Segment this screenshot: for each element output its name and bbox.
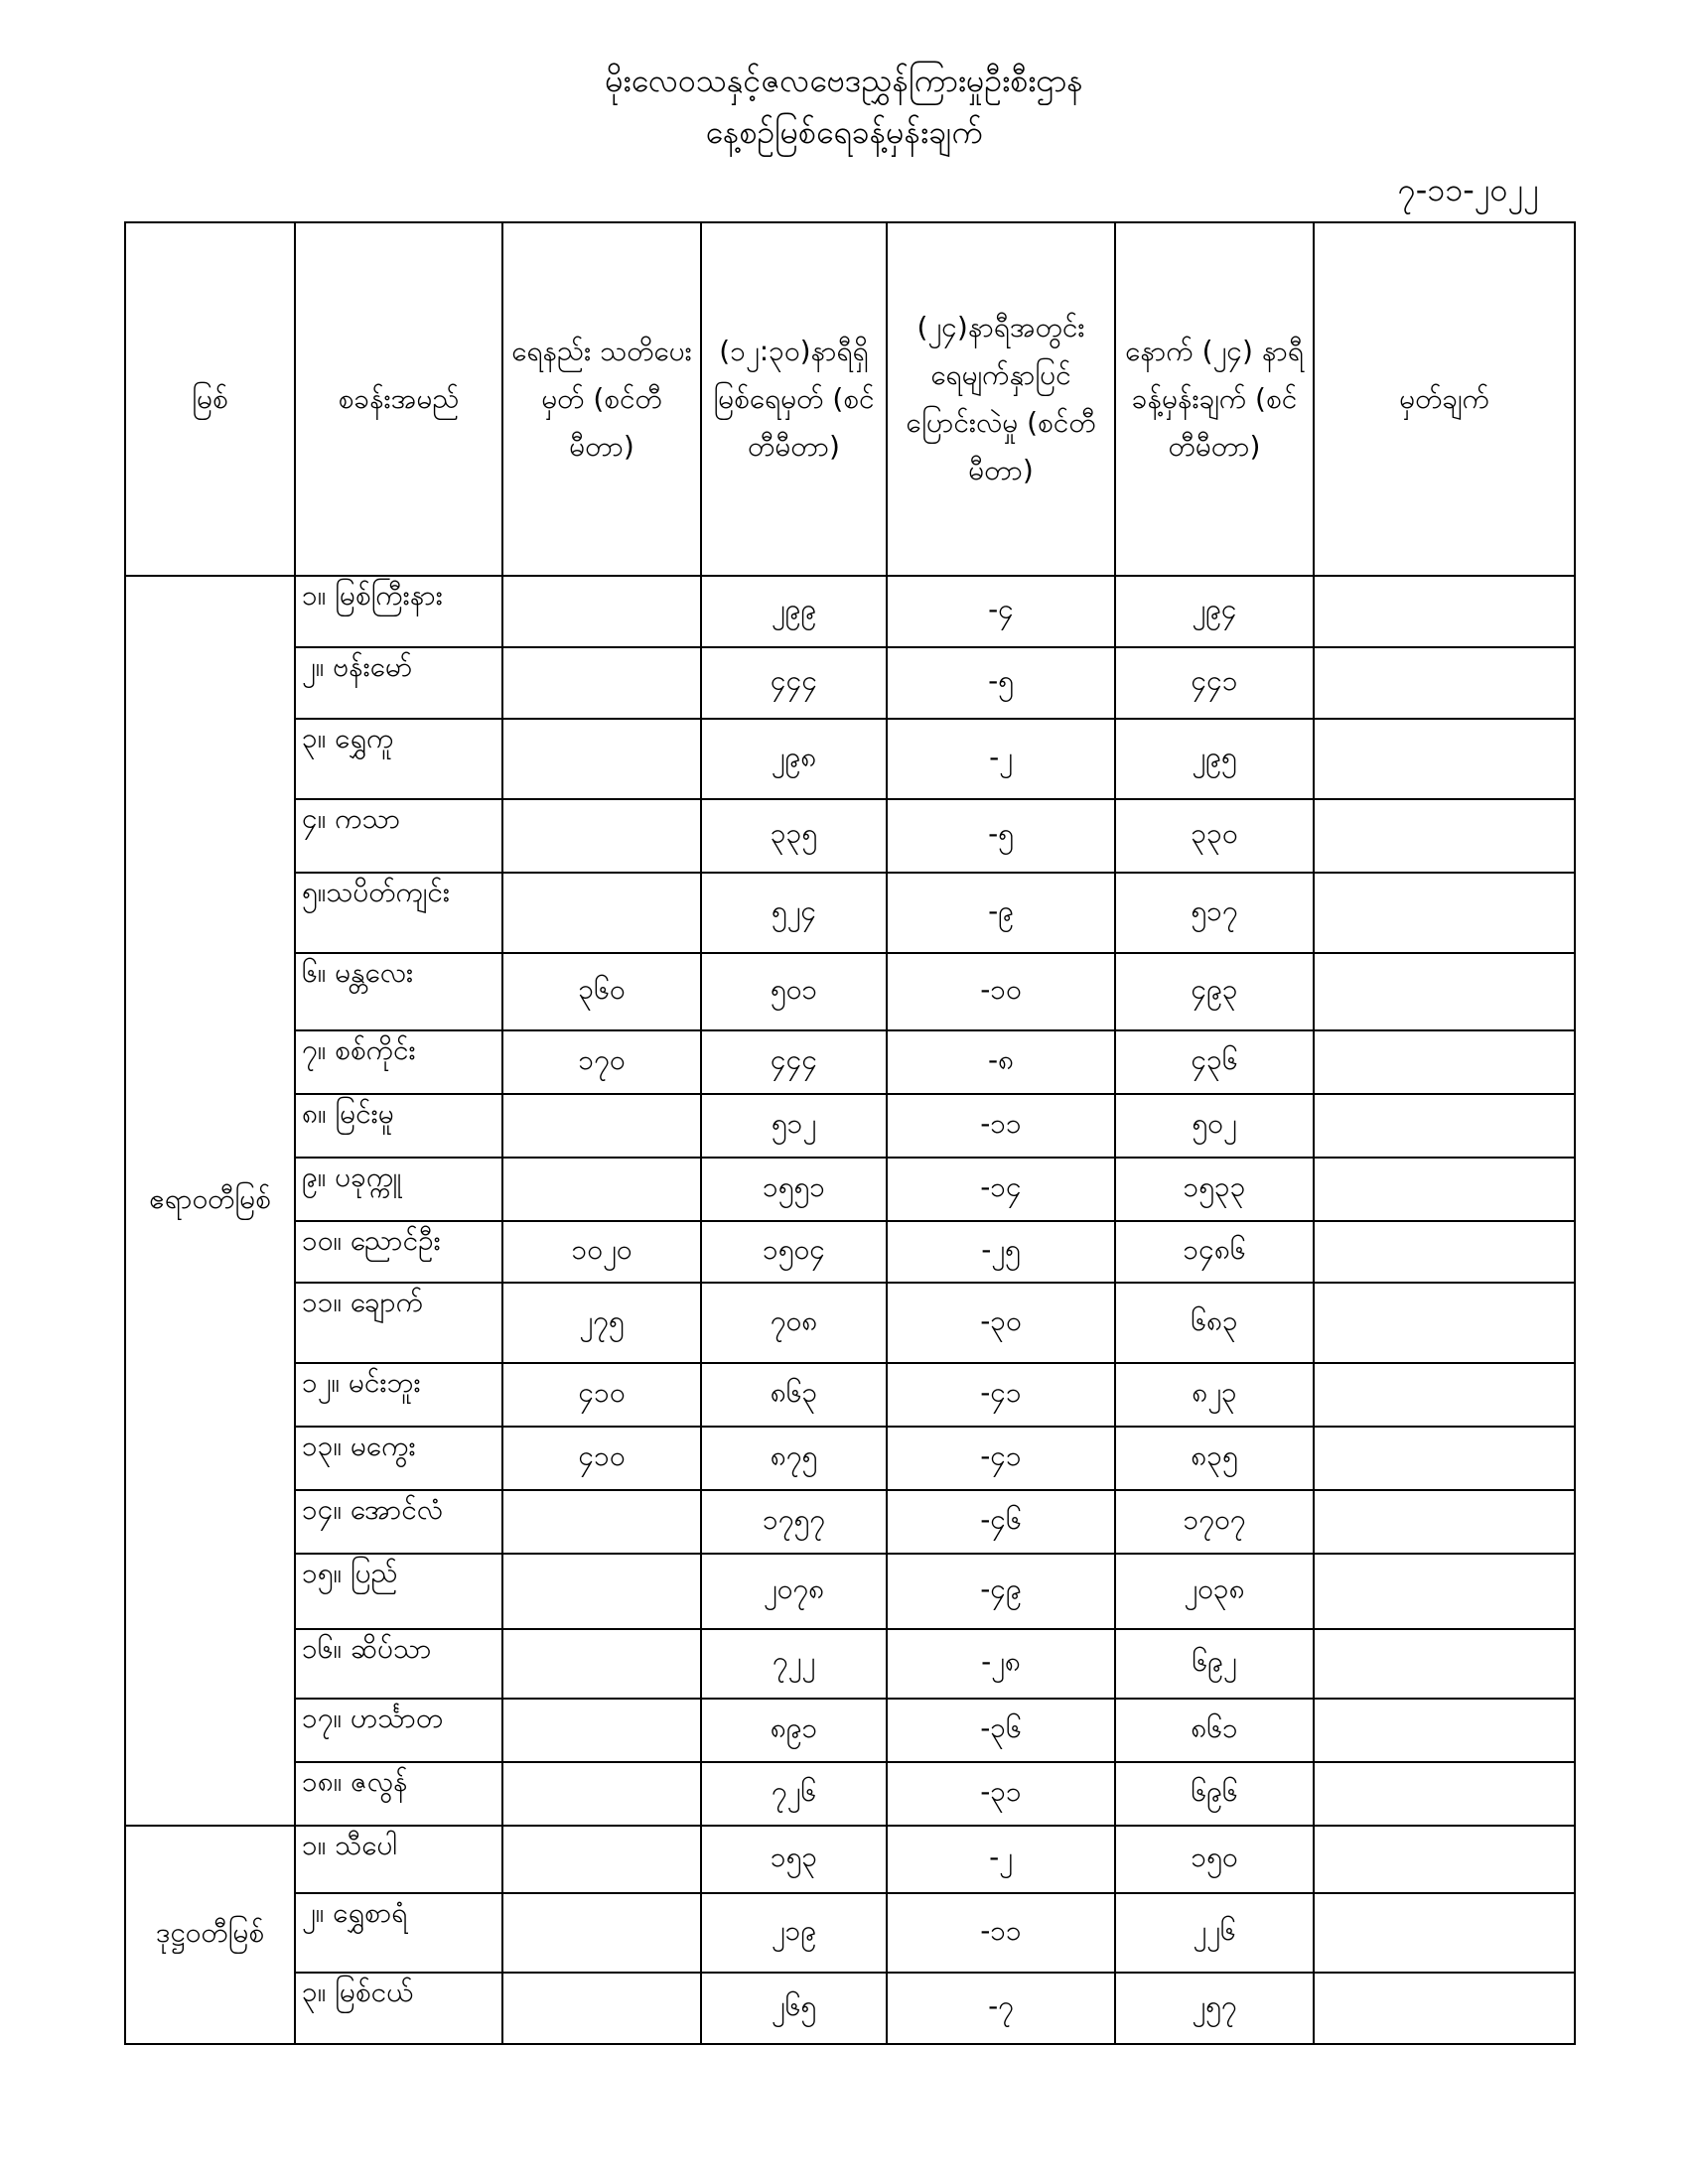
warning-level-cell: ၄၁၀ <box>502 1363 701 1427</box>
forecast-cell: ၁၅၃၃ <box>1115 1158 1314 1221</box>
water-level-cell: ၄၄၄ <box>701 647 887 719</box>
water-level-cell: ၂၁၉ <box>701 1893 887 1973</box>
table-row <box>125 1554 1575 1629</box>
warning-level-cell <box>502 1094 701 1158</box>
table-row <box>125 799 1575 873</box>
warning-level-cell <box>502 1973 701 2044</box>
water-level-cell: ၇၂၆ <box>701 1762 887 1826</box>
water-level-cell: ၂၉၉ <box>701 576 887 647</box>
table-row <box>125 1283 1575 1363</box>
station-name-cell: ၅။သပိတ်ကျင်း <box>295 873 502 953</box>
title-line1: မိုးလေဝသနှင့်ဇလဗေဒညွှန်ကြားမှုဦးစီးဌာန <box>605 62 1083 99</box>
water-level-cell: ၃၃၅ <box>701 799 887 873</box>
table-row <box>125 1762 1575 1826</box>
remark-cell <box>1314 953 1575 1030</box>
remark-cell <box>1314 1094 1575 1158</box>
station-name-cell: ၉။ ပခုက္ကူ <box>295 1158 502 1221</box>
forecast-cell: ၈၂၃ <box>1115 1363 1314 1427</box>
level-change-cell: -၃၀ <box>887 1283 1115 1363</box>
remark-cell <box>1314 1826 1575 1893</box>
level-change-cell: -၁၁ <box>887 1094 1115 1158</box>
forecast-cell: ၂၅၇ <box>1115 1973 1314 2044</box>
forecast-cell: ၅၁၇ <box>1115 873 1314 953</box>
level-change-cell: -၅ <box>887 799 1115 873</box>
title-line2: နေ့စဉ်မြစ်ရေခန့်မှန်းချက် <box>705 113 983 151</box>
table-row <box>125 1699 1575 1762</box>
forecast-cell: ၂၀၃၈ <box>1115 1554 1314 1629</box>
station-name-cell: ၁၇။ ဟင်္သာတ <box>295 1699 502 1762</box>
water-level-cell: ၄၄၄ <box>701 1030 887 1094</box>
forecast-cell: ၈၃၅ <box>1115 1427 1314 1490</box>
remark-cell <box>1314 1283 1575 1363</box>
remark-cell <box>1314 1221 1575 1283</box>
forecast-cell: ၆၉၆ <box>1115 1762 1314 1826</box>
level-change-cell: -၂၈ <box>887 1629 1115 1699</box>
station-name-cell: ၁၄။ အောင်လံ <box>295 1490 502 1554</box>
column-header-water-level: (၁၂:၃၀)နာရီရှိ မြစ်ရေမှတ် (စင်တီမီတာ) <box>701 222 887 576</box>
station-name-cell: ၁၃။ မကွေး <box>295 1427 502 1490</box>
warning-level-cell <box>502 1762 701 1826</box>
warning-level-cell <box>502 873 701 953</box>
river-level-table <box>124 221 1576 2045</box>
forecast-cell: ၅၀၂ <box>1115 1094 1314 1158</box>
station-name-cell: ၁။ မြစ်ကြီးနား <box>295 576 502 647</box>
remark-cell <box>1314 873 1575 953</box>
station-name-cell: ၂။ ဗန်းမော် <box>295 647 502 719</box>
table-row <box>125 1158 1575 1221</box>
water-level-cell: ၈၇၅ <box>701 1427 887 1490</box>
remark-cell <box>1314 1973 1575 2044</box>
table-row <box>125 1427 1575 1490</box>
table-row <box>125 1629 1575 1699</box>
column-header-warning-level: ရေနည်း သတိပေးမှတ် (စင်တီမီတာ) <box>502 222 701 576</box>
water-level-cell: ၈၆၃ <box>701 1363 887 1427</box>
station-name-cell: ၃။ မြစ်ငယ် <box>295 1973 502 2044</box>
level-change-cell: -၇ <box>887 1973 1115 2044</box>
table-row <box>125 1973 1575 2044</box>
forecast-cell: ၄၃၆ <box>1115 1030 1314 1094</box>
forecast-cell: ၁၅၀ <box>1115 1826 1314 1893</box>
table-header-row <box>125 222 1575 576</box>
table-row <box>125 1893 1575 1973</box>
remark-cell <box>1314 1158 1575 1221</box>
level-change-cell: -၄ <box>887 576 1115 647</box>
level-change-cell: -၁၄ <box>887 1158 1115 1221</box>
warning-level-cell: ၄၁၀ <box>502 1427 701 1490</box>
water-level-cell: ၁၇၅၇ <box>701 1490 887 1554</box>
water-level-cell: ၂၀၇၈ <box>701 1554 887 1629</box>
water-level-cell: ၂၉၈ <box>701 719 887 799</box>
water-level-cell: ၅၂၄ <box>701 873 887 953</box>
forecast-cell: ၂၉၅ <box>1115 719 1314 799</box>
station-name-cell: ၂။ ရွှေစာရံ <box>295 1893 502 1973</box>
warning-level-cell <box>502 1699 701 1762</box>
table-row <box>125 1363 1575 1427</box>
water-level-cell: ၂၆၅ <box>701 1973 887 2044</box>
report-date: ၇-၁၁-၂၀၂၂ <box>1397 171 1539 208</box>
remark-cell <box>1314 1629 1575 1699</box>
column-header-remark: မှတ်ချက် <box>1314 222 1575 576</box>
remark-cell <box>1314 1427 1575 1490</box>
station-name-cell: ၄။ ကသာ <box>295 799 502 873</box>
forecast-cell: ၁၇၀၇ <box>1115 1490 1314 1554</box>
remark-cell <box>1314 1554 1575 1629</box>
column-header-river: မြစ် <box>125 222 295 576</box>
remark-cell <box>1314 1030 1575 1094</box>
river-name-cell: ဒုဋ္ဌဝတီမြစ် <box>125 1826 295 2044</box>
level-change-cell: -၃၆ <box>887 1699 1115 1762</box>
forecast-cell: ၄၄၁ <box>1115 647 1314 719</box>
level-change-cell: -၈ <box>887 1030 1115 1094</box>
station-name-cell: ၁၂။ မင်းဘူး <box>295 1363 502 1427</box>
table-row <box>125 719 1575 799</box>
warning-level-cell: ၂၇၅ <box>502 1283 701 1363</box>
warning-level-cell <box>502 1629 701 1699</box>
station-name-cell: ၈။ မြင်းမူ <box>295 1094 502 1158</box>
station-name-cell: ၁၀။ ညောင်ဦး <box>295 1221 502 1283</box>
warning-level-cell: ၁၀၂၀ <box>502 1221 701 1283</box>
remark-cell <box>1314 1893 1575 1973</box>
table-row <box>125 1221 1575 1283</box>
forecast-cell: ၄၉၃ <box>1115 953 1314 1030</box>
station-name-cell: ၁၁။ ချောက် <box>295 1283 502 1363</box>
forecast-cell: ၂၉၄ <box>1115 576 1314 647</box>
warning-level-cell <box>502 799 701 873</box>
column-header-station: စခန်းအမည် <box>295 222 502 576</box>
warning-level-cell: ၃၆၀ <box>502 953 701 1030</box>
warning-level-cell: ၁၇၀ <box>502 1030 701 1094</box>
level-change-cell: -၅ <box>887 647 1115 719</box>
level-change-cell: -၂၅ <box>887 1221 1115 1283</box>
station-name-cell: ၇။ စစ်ကိုင်း <box>295 1030 502 1094</box>
warning-level-cell <box>502 1158 701 1221</box>
level-change-cell: -၄၁ <box>887 1363 1115 1427</box>
level-change-cell: -၃၁ <box>887 1762 1115 1826</box>
level-change-cell: -၂ <box>887 1826 1115 1893</box>
water-level-cell: ၇၀၈ <box>701 1283 887 1363</box>
table-row <box>125 576 1575 647</box>
remark-cell <box>1314 1490 1575 1554</box>
water-level-cell: ၁၅၀၄ <box>701 1221 887 1283</box>
remark-cell <box>1314 719 1575 799</box>
column-header-level-change: (၂၄)နာရီအတွင်း ရေမျက်နှာပြင် ပြောင်းလဲမှု (စင်တီမီတာ) <box>887 222 1115 576</box>
station-name-cell: ၁၆။ ဆိပ်သာ <box>295 1629 502 1699</box>
station-name-cell: ၆။ မန္တလေး <box>295 953 502 1030</box>
forecast-cell: ၆၈၃ <box>1115 1283 1314 1363</box>
warning-level-cell <box>502 1490 701 1554</box>
forecast-cell: ၃၃၀ <box>1115 799 1314 873</box>
table-row <box>125 1826 1575 1893</box>
column-header-forecast: နောက် (၂၄) နာရီ ခန့်မှန်းချက် (စင်တီမီတာ) <box>1115 222 1314 576</box>
forecast-cell: ၂၂၆ <box>1115 1893 1314 1973</box>
level-change-cell: -၉ <box>887 873 1115 953</box>
station-name-cell: ၁။ သီပေါ <box>295 1826 502 1893</box>
level-change-cell: -၂ <box>887 719 1115 799</box>
station-name-cell: ၃။ ရွှေကူ <box>295 719 502 799</box>
station-name-cell: ၁၅။ ပြည် <box>295 1554 502 1629</box>
water-level-cell: ၁၅၅၁ <box>701 1158 887 1221</box>
level-change-cell: -၄၉ <box>887 1554 1115 1629</box>
forecast-cell: ၈၆၁ <box>1115 1699 1314 1762</box>
station-name-cell: ၁၈။ ဇလွန် <box>295 1762 502 1826</box>
river-name-cell: ဧရာဝတီမြစ် <box>125 576 295 1826</box>
water-level-cell: ၁၅၃ <box>701 1826 887 1893</box>
forecast-cell: ၁၄၈၆ <box>1115 1221 1314 1283</box>
remark-cell <box>1314 576 1575 647</box>
remark-cell <box>1314 1363 1575 1427</box>
forecast-cell: ၆၉၂ <box>1115 1629 1314 1699</box>
warning-level-cell <box>502 1554 701 1629</box>
warning-level-cell <box>502 576 701 647</box>
table-row <box>125 873 1575 953</box>
remark-cell <box>1314 1699 1575 1762</box>
table-body <box>125 576 1575 2044</box>
remark-cell <box>1314 647 1575 719</box>
table-row <box>125 1490 1575 1554</box>
water-level-cell: ၅၁၂ <box>701 1094 887 1158</box>
table-row <box>125 647 1575 719</box>
table-row <box>125 1094 1575 1158</box>
water-level-cell: ၅၀၁ <box>701 953 887 1030</box>
level-change-cell: -၁၁ <box>887 1893 1115 1973</box>
warning-level-cell <box>502 647 701 719</box>
warning-level-cell <box>502 1893 701 1973</box>
water-level-cell: ၇၂၂ <box>701 1629 887 1699</box>
level-change-cell: -၁၀ <box>887 953 1115 1030</box>
remark-cell <box>1314 1762 1575 1826</box>
level-change-cell: -၄၁ <box>887 1427 1115 1490</box>
table-row <box>125 1030 1575 1094</box>
warning-level-cell <box>502 1826 701 1893</box>
table-row <box>125 953 1575 1030</box>
warning-level-cell <box>502 719 701 799</box>
water-level-cell: ၈၉၁ <box>701 1699 887 1762</box>
level-change-cell: -၄၆ <box>887 1490 1115 1554</box>
remark-cell <box>1314 799 1575 873</box>
